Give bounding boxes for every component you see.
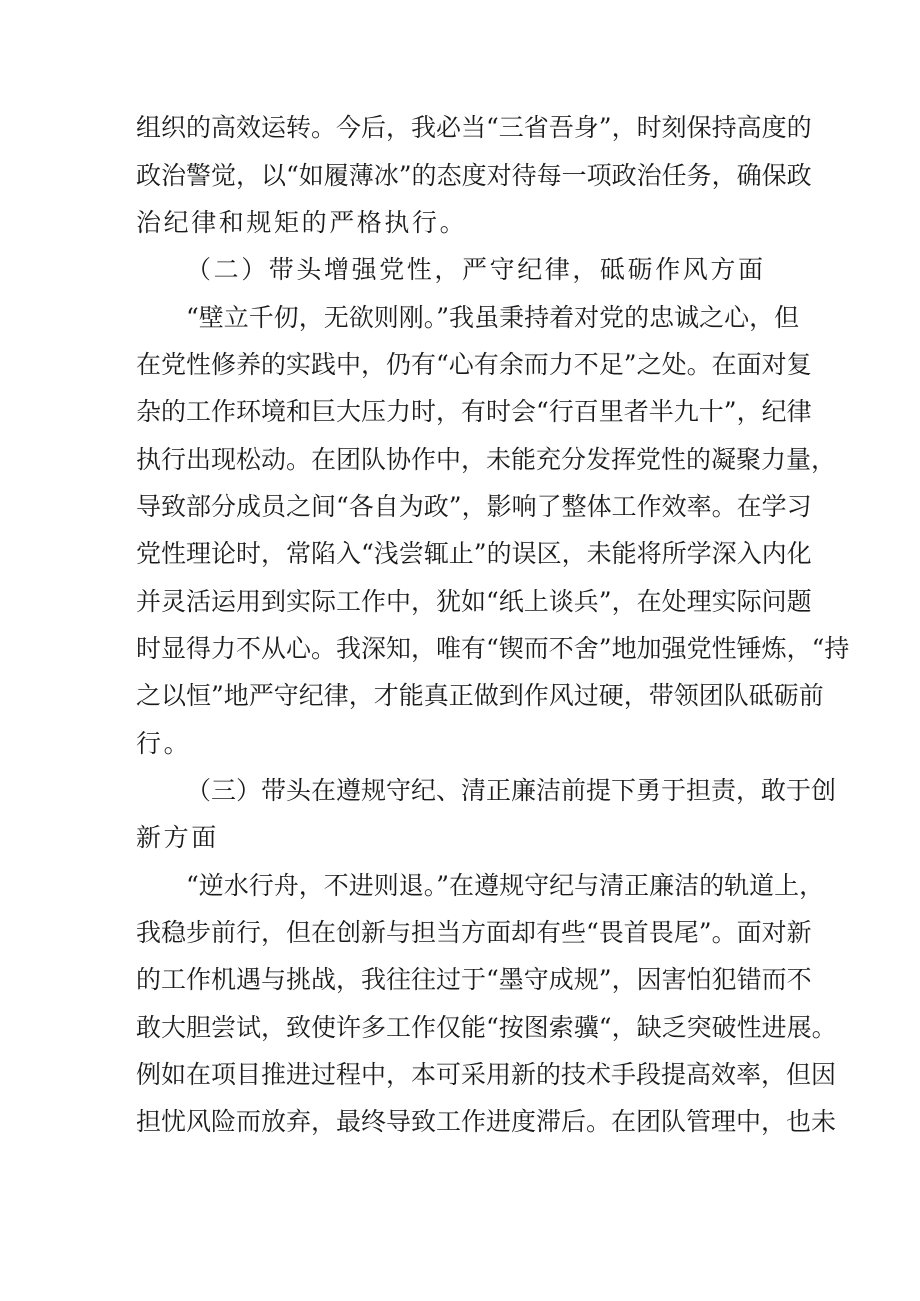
section-heading: （二）带头增强党性，严守纪律，砥砺作风方面 <box>186 255 766 284</box>
text-line: “壁立千仞，无欲则刚。”我虽秉持着对党的忠诚之心，但 <box>186 303 800 332</box>
text-line: 组织的高效运转。今后，我必当“三省吾身”，时刻保持高度的 <box>136 113 812 142</box>
text-line: 执行出现松动。在团队协作中，未能充分发挥党性的凝聚力量， <box>136 445 837 474</box>
text-line: 担忧风险而放弃，最终导致工作进度滞后。在团队管理中，也未 <box>136 1107 837 1136</box>
text-line: 我稳步前行，但在创新与担当方面却有些“畏首畏尾”。面对新 <box>136 918 812 947</box>
text-line: 之以恒”地严守纪律，才能真正做到作风过硬，带领团队砥砺前 <box>136 681 824 710</box>
section-heading-continued: 新方面 <box>136 823 219 852</box>
text-line: 并灵活运用到实际工作中，犹如“纸上谈兵”，在处理实际问题 <box>136 587 812 616</box>
text-line: 时显得力不从心。我深知，唯有“锲而不舍”地加强党性锤炼，“持 <box>136 634 850 663</box>
text-line: 治纪律和规矩的严格执行。 <box>136 208 468 237</box>
text-line: “逆水行舟，不进则退。”在遵规守纪与清正廉洁的轨道上， <box>186 871 825 900</box>
text-line: 的工作机遇与挑战，我往往过于“墨守成规”，因害怕犯错而不 <box>136 965 812 994</box>
text-line: 政治警觉，以“如履薄冰”的态度对待每一项政治任务，确保政 <box>136 161 812 190</box>
text-line: 党性理论时，常陷入“浅尝辄止”的误区，未能将所学深入内化 <box>136 539 812 568</box>
text-line: 行。 <box>136 729 192 758</box>
text-line: 例如在项目推进过程中，本可采用新的技术手段提高效率，但因 <box>136 1060 837 1089</box>
text-line: 杂的工作环境和巨大压力时，有时会“行百里者半九十”，纪律 <box>136 397 812 426</box>
section-heading: （三）带头在遵规守纪、清正廉洁前提下勇于担责，敢于创 <box>186 776 837 805</box>
text-line: 在党性修养的实践中，仍有“心有余而力不足”之处。在面对复 <box>136 350 812 379</box>
text-line: 导致部分成员之间“各自为政”，影响了整体工作效率。在学习 <box>136 492 812 521</box>
text-line: 敢大胆尝试，致使许多工作仅能“按图索骥“，缺乏突破性进展。 <box>136 1013 837 1042</box>
